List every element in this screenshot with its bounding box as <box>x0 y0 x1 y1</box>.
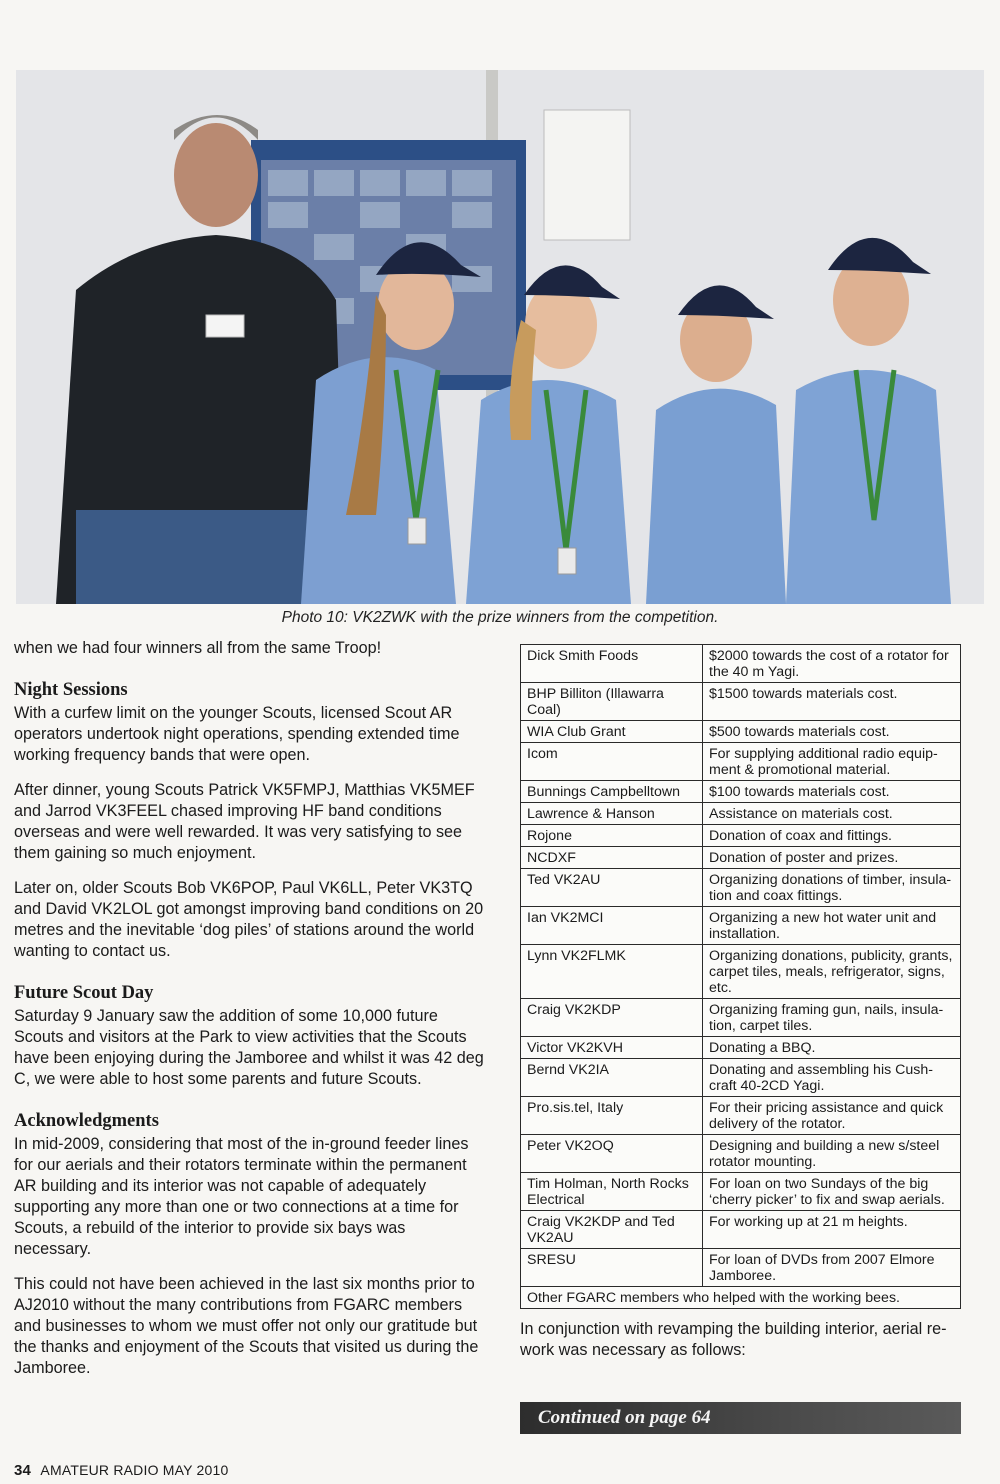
table-row <box>521 1173 961 1211</box>
publication-name: AMATEUR RADIO MAY 2010 <box>40 1462 229 1478</box>
section-heading-acknowledgments: Acknowledgments <box>14 1111 159 1131</box>
sponsor-cell: Bernd VK2IA <box>521 1059 703 1097</box>
paragraph: Later on, older Scouts Bob VK6POP, Paul VK6LL, Peter VK3TQ and David VK2LOL got amongst improving band conditions on 20 metres and the inevitable ‘dog piles’ of stations around the world wanting to contact us. <box>14 879 484 960</box>
contribution-cell: Organizing framing gun, nails, insula-tion, carpet tiles. <box>703 999 961 1037</box>
sponsor-cell: Victor VK2KVH <box>521 1037 703 1059</box>
sponsor-cell: Craig VK2KDP <box>521 999 703 1037</box>
table-row <box>521 1249 961 1287</box>
contribution-cell: For loan on two Sundays of the big ‘cherry picker’ to fix and swap aerials. <box>703 1173 961 1211</box>
table-row <box>521 1211 961 1249</box>
contribution-cell: Donation of coax and fittings. <box>703 825 961 847</box>
table-row <box>521 825 961 847</box>
after-table-text: In conjunction with revamping the building interior, aerial re-work was necessary as follows: <box>520 1320 947 1359</box>
table-row <box>521 645 961 683</box>
table-row <box>521 781 961 803</box>
table-row <box>521 1059 961 1097</box>
contribution-cell: $2000 towards the cost of a rotator for the 40 m Yagi. <box>703 645 961 683</box>
sponsor-cell: BHP Billiton (Illawarra Coal) <box>521 683 703 721</box>
contribution-cell: For supplying additional radio equip-ment & promotional material. <box>703 743 961 781</box>
table-row <box>521 1097 961 1135</box>
table-row <box>521 869 961 907</box>
sponsor-cell: Pro.sis.tel, Italy <box>521 1097 703 1135</box>
table-row <box>521 803 961 825</box>
section-heading-future-scout-day: Future Scout Day <box>14 983 154 1003</box>
acknowledgments-table <box>520 644 961 1309</box>
contribution-cell: Designing and building a new s/steel rotator mounting. <box>703 1135 961 1173</box>
sponsor-cell: Peter VK2OQ <box>521 1135 703 1173</box>
contribution-cell: $1500 towards materials cost. <box>703 683 961 721</box>
photo <box>16 70 984 604</box>
table-row <box>521 907 961 945</box>
photo-illustration <box>16 70 984 604</box>
contribution-cell: Assistance on materials cost. <box>703 803 961 825</box>
contribution-cell: Organizing a new hot water unit and installation. <box>703 907 961 945</box>
table-row <box>521 945 961 999</box>
contribution-cell: Donating and assembling his Cush-craft 40-2CD Yagi. <box>703 1059 961 1097</box>
sponsor-cell: Icom <box>521 743 703 781</box>
contribution-cell: For loan of DVDs from 2007 Elmore Jamboree. <box>703 1249 961 1287</box>
contribution-cell: For their pricing assistance and quick delivery of the rotator. <box>703 1097 961 1135</box>
sponsor-cell: NCDXF <box>521 847 703 869</box>
table-row <box>521 1037 961 1059</box>
paragraph: In mid-2009, considering that most of the in-ground feeder lines for our aerials and their rotators terminate within the permanent AR building and its interior was not capable of adequately supporting any more than one or two connections at a time for Scouts, a rebuild of the interior to provide six bays was necessary. <box>14 1135 469 1258</box>
sponsor-cell: Dick Smith Foods <box>521 645 703 683</box>
paragraph: With a curfew limit on the younger Scouts, licensed Scout AR operators undertook night operations, spending extended time working frequency bands that were open. <box>14 704 460 764</box>
sponsor-cell: Craig VK2KDP and Ted VK2AU <box>521 1211 703 1249</box>
right-column <box>520 644 961 1361</box>
sponsor-cell: SRESU <box>521 1249 703 1287</box>
sponsor-cell: Tim Holman, North Rocks Electrical <box>521 1173 703 1211</box>
table-row <box>521 683 961 721</box>
table-row <box>521 847 961 869</box>
intro-text: when we had four winners all from the same Troop! <box>14 639 382 657</box>
table-row <box>521 721 961 743</box>
sponsor-cell: Ted VK2AU <box>521 869 703 907</box>
table-row <box>521 743 961 781</box>
paragraph: Saturday 9 January saw the addition of some 10,000 future Scouts and visitors at the Park to view activities that the Scouts have been enjoying during the Jamboree and whilst it was 42 deg C, we were able to host some parents and future Scouts. <box>14 1007 484 1088</box>
table-row <box>521 999 961 1037</box>
contribution-cell: Donating a BBQ. <box>703 1037 961 1059</box>
table-footer-row <box>521 1287 961 1309</box>
sponsor-cell: Rojone <box>521 825 703 847</box>
paragraph: This could not have been achieved in the last six months prior to AJ2010 without the many contributions from FGARC members and businesses to whom we must offer not only our gratitude but the thanks and enjoyment of the Scouts that visited us during the Jamboree. <box>14 1275 479 1377</box>
sponsor-cell: Lynn VK2FLMK <box>521 945 703 999</box>
sponsor-cell: Lawrence & Hanson <box>521 803 703 825</box>
sponsor-cell: WIA Club Grant <box>521 721 703 743</box>
page-number: 34 <box>14 1462 32 1479</box>
table-cell: Other FGARC members who helped with the working bees. <box>521 1287 961 1309</box>
contribution-cell: Organizing donations of timber, insula-tion and coax fittings. <box>703 869 961 907</box>
sponsor-cell: Ian VK2MCI <box>521 907 703 945</box>
paragraph: After dinner, young Scouts Patrick VK5FMPJ, Matthias VK5MEF and Jarrod VK3FEEL chased improving HF band conditions overseas and were well rewarded. It was very satisfying to see them gaining so much enjoyment. <box>14 781 475 862</box>
contribution-cell: Donation of poster and prizes. <box>703 847 961 869</box>
contribution-cell: $500 towards materials cost. <box>703 721 961 743</box>
photo-caption: Photo 10: VK2ZWK with the prize winners from the competition. <box>281 609 719 626</box>
sponsor-cell: Bunnings Campbelltown <box>521 781 703 803</box>
contribution-cell: For working up at 21 m heights. <box>703 1211 961 1249</box>
contribution-cell: $100 towards materials cost. <box>703 781 961 803</box>
page-footer <box>14 1462 228 1479</box>
continued-banner: Continued on page 64 <box>520 1402 961 1434</box>
left-column <box>14 638 484 1393</box>
table-row <box>521 1135 961 1173</box>
section-heading-night-sessions: Night Sessions <box>14 680 128 700</box>
contribution-cell: Organizing donations, publicity, grants, carpet tiles, meals, refrigerator, signs, etc. <box>703 945 961 999</box>
